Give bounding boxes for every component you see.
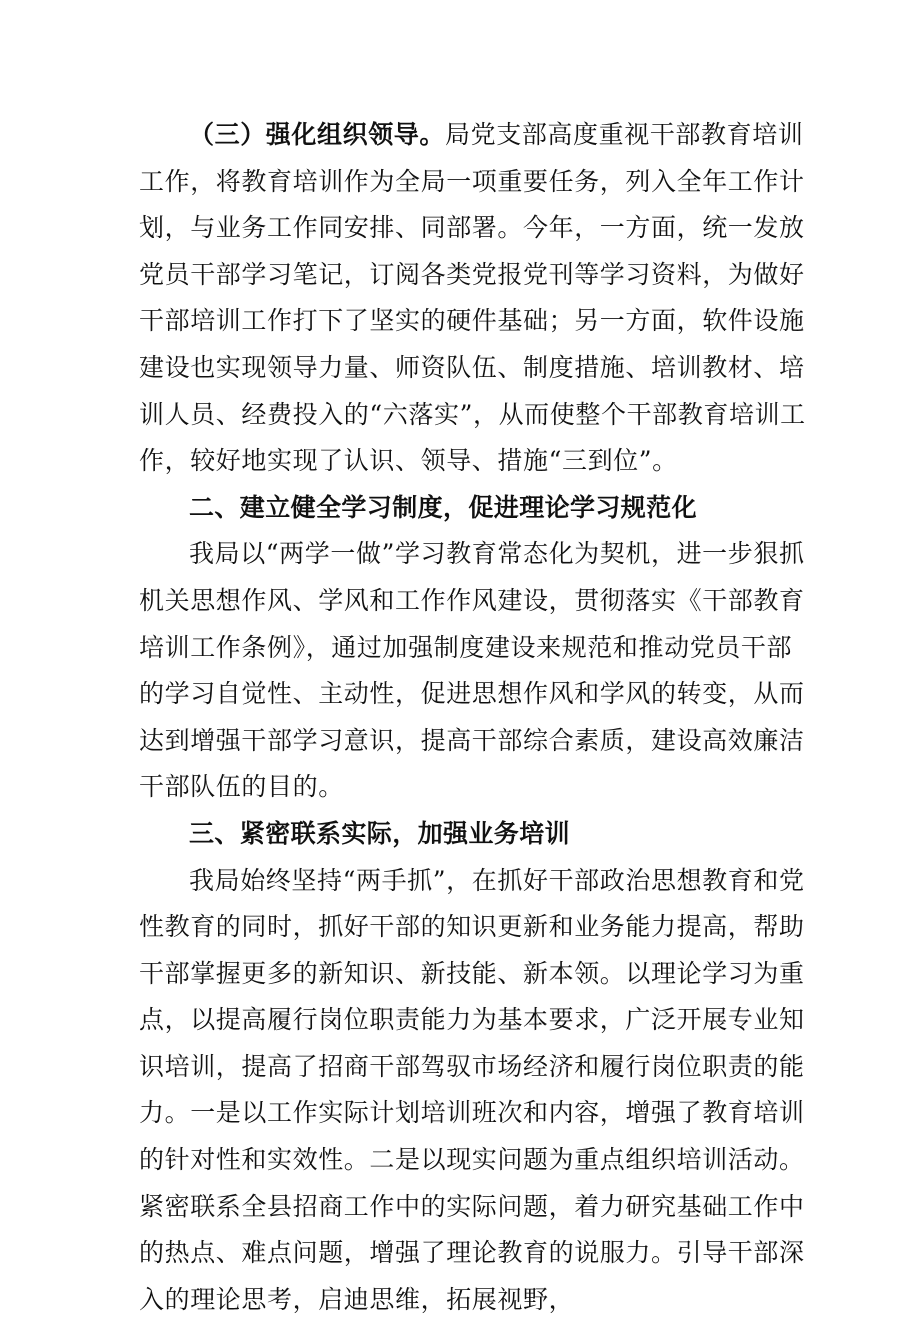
section-heading-business-training: 三、紧密联系实际，加强业务培训 — [139, 811, 811, 858]
paragraph-business-training: 我局始终坚持“两手抓”，在抓好干部政治思想教育和党性教育的同时，抓好干部的知识更新和业务能力提高，帮助干部掌握更多的新知识、新技能、新本领。以理论学习为重点，以提高履行岗位职责能力为基本要求，广泛开展专业知识培训，提高了招商干部驾驭市场经济和履行岗位职责的能力。一是以工作实际计划培训班次和内容，增强了教育培训的针对性和实效性。二是以现实问题为重点组织培训活动。紧密联系全县招商工作中的实际问题，着力研究基础工作中的热点、难点问题，增强了理论教育的说服力。引导干部深入的理论思考，启迪思维，拓展视野， — [139, 858, 811, 1323]
paragraph-lead-title: （三）强化组织领导。 — [189, 120, 445, 149]
paragraph-text: 局党支部高度重视干部教育培训工作，将教育培训作为全局一项重要任务，列入全年工作计划，与业务工作同安排、同部署。今年，一方面，统一发放党员干部学习笔记，订阅各类党报党刊等学习资料，为做好干部培训工作打下了坚实的硬件基础；另一方面，软件设施建设也实现领导力量、师资队伍、制度措施、培训教材、培训人员、经费投入的“六落实”，从而使整个干部教育培训工作，较好地实现了认识、领导、措施“三到位”。 — [139, 120, 806, 475]
paragraph-strengthen-leadership — [139, 112, 811, 485]
document-body — [139, 112, 811, 1323]
section-heading-study-system: 二、建立健全学习制度，促进理论学习规范化 — [139, 485, 811, 532]
paragraph-study-system: 我局以“两学一做”学习教育常态化为契机，进一步狠抓机关思想作风、学风和工作作风建设，贯彻落实《干部教育培训工作条例》，通过加强制度建设来规范和推动党员干部的学习自觉性、主动性，促进思想作风和学风的转变，从而达到增强干部学习意识，提高干部综合素质，建设高效廉洁干部队伍的目的。 — [139, 531, 811, 811]
